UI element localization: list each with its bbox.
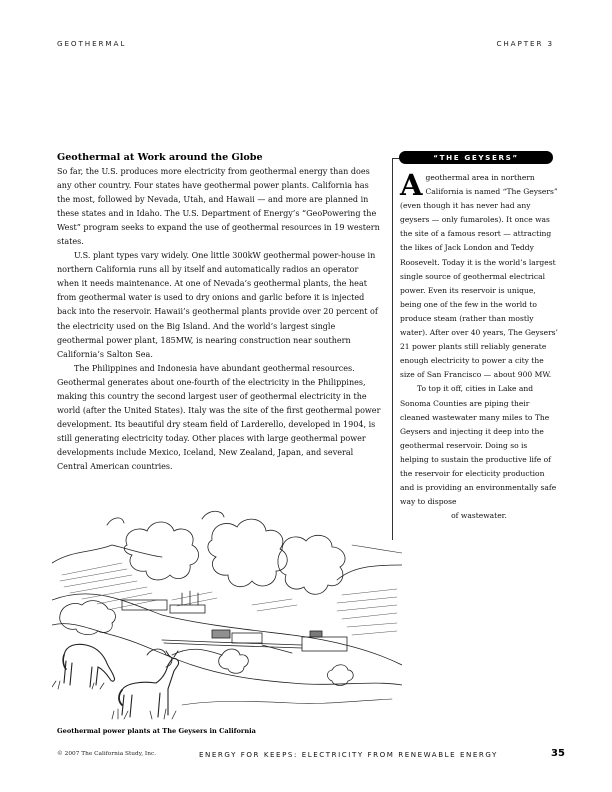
main-article: [57, 151, 381, 474]
illustration-caption: Geothermal power plants at The Geysers in California: [57, 727, 256, 735]
article-paragraph-2: U.S. plant types vary widely. One little 300kW geothermal power-house in northern California runs all by itself and automatically radios an operator when it needs maintenance. At one of Nevada’s geothermal plants, the heat from geothermal water is used to dry onions and garlic before it is injected back into the reservoir. Hawaii’s geothermal plants provide over 20 percent of the electricity used on the Big Island. And the world’s largest single geothermal power plant, 185MW, is nearing construction near southern California’s Salton Sea.: [57, 251, 378, 359]
sidebar-geysers: [400, 168, 558, 523]
article-heading: Geothermal at Work around the Globe: [57, 152, 263, 163]
sidebar-paragraph-2: To top it off, cities in Lake and Sonoma Counties are piping their cleaned wastewater many miles to The Geysers and injecting it deep into the geothermal reservoir. Doing so is helping to sustain the productive life of the reservoir for electicity production and is providing an environmentally safe way to dispose: [400, 384, 557, 507]
sidebar-title-banner: “THE GEYSERS”: [399, 151, 553, 164]
geysers-illustration: [52, 505, 402, 723]
sidebar-paragraph-2-last-line: of wastewater.: [451, 511, 507, 521]
footer-copyright: © 2007 The California Study, Inc.: [57, 751, 157, 757]
running-head-chapter: CHAPTER 3: [496, 39, 554, 48]
sidebar-divider-rule: [392, 158, 393, 540]
sidebar-paragraph-1: [400, 168, 558, 382]
footer-book-title: ENERGY FOR KEEPS: ELECTRICITY FROM RENEWABLE ENERGY: [199, 750, 498, 759]
article-paragraph-1: So far, the U.S. produces more electricity from geothermal energy than does any other country. Four states have geothermal power plants. California has the most, followed by Nevada, Utah, and Hawaii — and more are planned in these states and in Idaho. The U.S. Department of Energy’s “GeoPowering the West” program seeks to expand the use of geothermal resources in 19 western states.: [57, 167, 380, 247]
running-head-section: GEOTHERMAL: [57, 39, 127, 48]
drop-cap: A: [400, 168, 423, 202]
page-number: 35: [551, 748, 565, 759]
sidebar-paragraph-1-text: geothermal area in northern California is named “The Geysers” (even though it has never had any geysers — only fumaroles). It once was the site of a famous resort — attracting the likes of Jack London and Teddy Roosevelt. Today it is the world’s largest single source of geothermal electrical power. Even its reservoir is unique, being one of the few in the world to produce steam (rather than mostly water). After over 40 years, The Geysers’ 21 power plants still reliably generate enough electricity to power a city the size of San Francisco — about 900 MW.: [400, 173, 558, 380]
article-paragraph-3: The Philippines and Indonesia have abundant geothermal resources. Geothermal generates about one-fourth of the electricity in the Philippines, making this country the second largest user of geothermal electricity in the world (after the United States). Italy was the site of the first geothermal power development. Its beautiful dry steam field of Larderello, developed in 1904, is still generating electricity today. Other places with large geothermal power developments include Mexico, Iceland, New Zealand, Japan, and several Central American countries.: [57, 363, 381, 471]
